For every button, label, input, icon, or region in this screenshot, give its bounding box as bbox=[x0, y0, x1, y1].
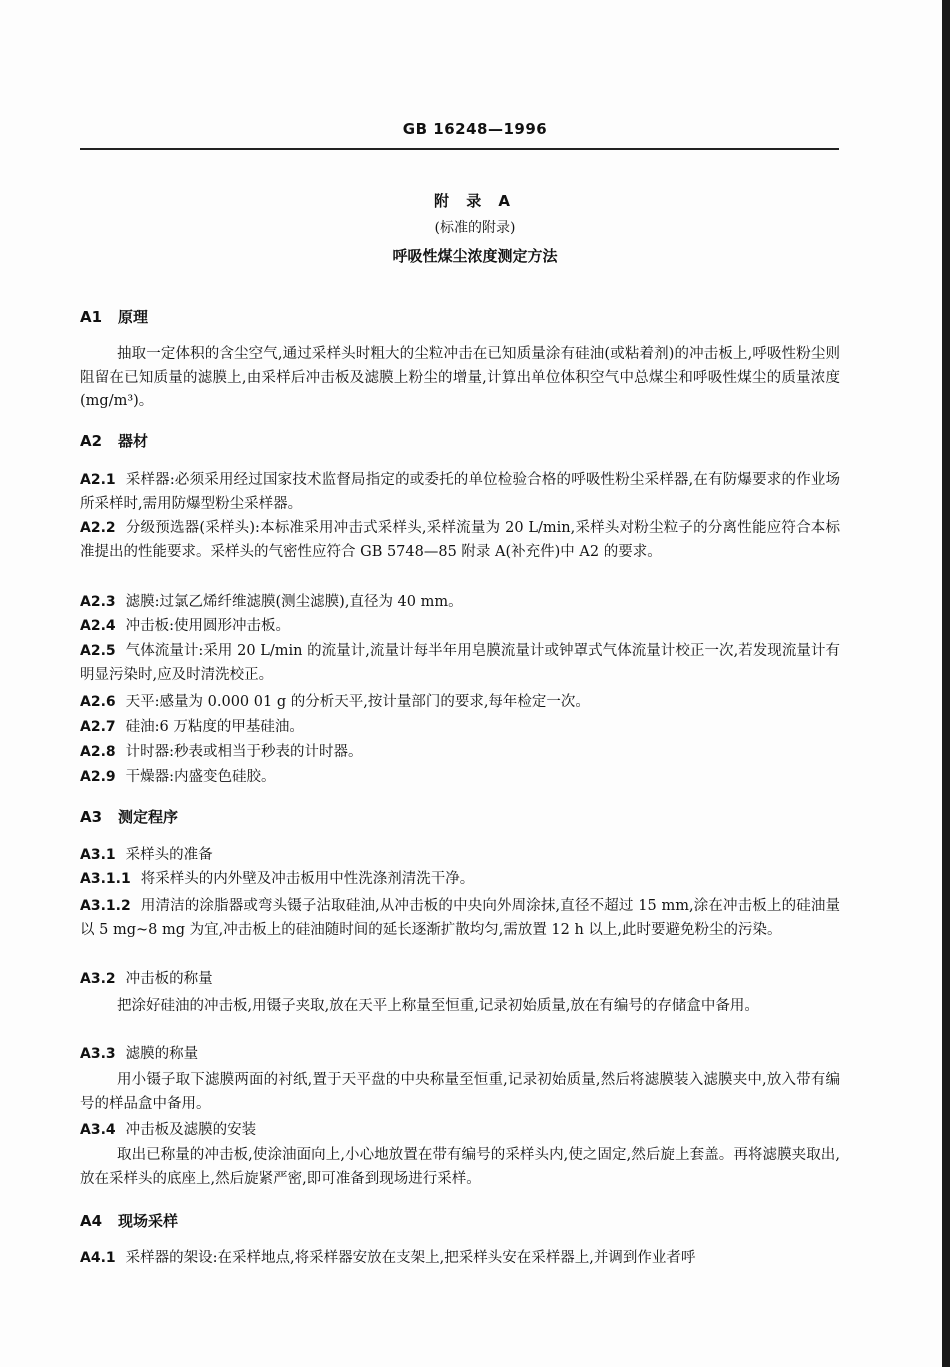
item-title: 冲击板及滤膜的安装 bbox=[125, 1122, 257, 1138]
item-a2-2 bbox=[80, 517, 840, 564]
standard-number: GB 16248—1996 bbox=[402, 120, 548, 138]
item-a2-3 bbox=[80, 591, 840, 615]
subsection-a3-3 bbox=[80, 1043, 840, 1067]
paragraph-a1: 抽取一定体积的含尘空气,通过采样头时粗大的尘粒冲击在已知质量涂有硅油(或粘着剂)的冲击板上,呼吸性粉尘则阻留在已知质量的滤膜上,由采样后冲击板及滤膜上粉尘的增量,计算出单位体积空气中总煤尘和呼吸性煤尘的质量浓度(mg/m³)。 bbox=[80, 346, 840, 409]
item-number: A2.1 bbox=[80, 472, 116, 488]
subsection-a3-2 bbox=[80, 968, 840, 992]
item-text: 干燥器:内盛变色硅胶。 bbox=[125, 769, 276, 785]
section-heading-a2 bbox=[80, 430, 148, 451]
item-number: A4.1 bbox=[80, 1250, 116, 1266]
item-number: A2.2 bbox=[80, 520, 116, 536]
item-a2-5 bbox=[80, 640, 840, 687]
paragraph-a3-2: 把涂好硅油的冲击板,用镊子夹取,放在天平上称量至恒重,记录初始质量,放在有编号的存储盒中备用。 bbox=[117, 998, 759, 1014]
item-text: 天平:感量为 0.000 01 g 的分析天平,按计量部门的要求,每年检定一次。 bbox=[125, 694, 590, 710]
item-title: 采样头的准备 bbox=[125, 847, 213, 863]
item-text: 气体流量计:采用 20 L/min 的流量计,流量计每半年用皂膜流量计或钟罩式气体流量计校正一次,若发现流量计有明显污染时,应及时清洗校正。 bbox=[80, 643, 840, 683]
item-a2-8 bbox=[80, 741, 840, 765]
item-number: A2.6 bbox=[80, 694, 116, 710]
paragraph-a3-4: 取出已称量的冲击板,使涂油面向上,小心地放置在带有编号的采样头内,使之固定,然后旋上套盖。再将滤膜夹取出,放在采样头的底座上,然后旋紧严密,即可准备到现场进行采样。 bbox=[80, 1147, 840, 1187]
item-text: 用清洁的涂脂器或弯头镊子沾取硅油,从冲击板的中央向外周涂抹,直径不超过 15 mm,涂在冲击板上的硅油量以 5 mg~8 mg 为宜,冲击板上的硅油随时间的延长逐渐扩散均匀,需放置 12 h 以上,此时要避免粉尘的污染。 bbox=[80, 898, 840, 938]
section-heading-a3 bbox=[80, 806, 178, 827]
item-text: 采样器的架设:在采样地点,将采样器安放在支架上,把采样头安在采样器上,并调到作业者呼 bbox=[125, 1250, 696, 1266]
item-number: A2.9 bbox=[80, 769, 116, 785]
header-rule bbox=[80, 148, 839, 150]
section-title: 原理 bbox=[118, 308, 149, 326]
item-a3-1-1 bbox=[80, 868, 840, 892]
section-title: 现场采样 bbox=[118, 1212, 179, 1230]
paragraph-a3-3: 用小镊子取下滤膜两面的衬纸,置于天平盘的中央称量至恒重,记录初始质量,然后将滤膜装入滤膜夹中,放入带有编号的样品盒中备用。 bbox=[80, 1072, 840, 1112]
item-number: A3.1 bbox=[80, 847, 116, 863]
item-text: 将采样头的内外壁及冲击板用中性洗涤剂清洗干净。 bbox=[140, 871, 475, 887]
item-number: A2.5 bbox=[80, 643, 116, 659]
item-title: 滤膜的称量 bbox=[125, 1046, 199, 1062]
annex-type: (标准的附录) bbox=[434, 220, 516, 236]
item-text: 采样器:必须采用经过国家技术监督局指定的或委托的单位检验合格的呼吸性粉尘采样器,在有防爆要求的作业场所采样时,需用防爆型粉尘采样器。 bbox=[80, 472, 840, 512]
item-a2-7 bbox=[80, 716, 840, 740]
subsection-a3-4 bbox=[80, 1119, 840, 1143]
item-title: 冲击板的称量 bbox=[125, 971, 213, 987]
item-number: A2.8 bbox=[80, 744, 116, 760]
item-text: 分级预选器(采样头):本标准采用冲击式采样头,采样流量为 20 L/min,采样头对粉尘粒子的分离性能应符合本标准提出的性能要求。采样头的气密性应符合 GB 5748—85 附录 A(补充件)中 A2 的要求。 bbox=[80, 520, 840, 560]
item-number: A3.1.2 bbox=[80, 898, 131, 914]
item-a2-6 bbox=[80, 691, 840, 715]
annex-title: 呼吸性煤尘浓度测定方法 bbox=[392, 247, 558, 265]
scan-border bbox=[942, 0, 950, 1367]
item-number: A3.3 bbox=[80, 1046, 116, 1062]
item-number: A3.1.1 bbox=[80, 871, 131, 887]
item-number: A2.3 bbox=[80, 594, 116, 610]
item-a2-9 bbox=[80, 766, 840, 790]
item-number: A3.4 bbox=[80, 1122, 116, 1138]
section-number: A4 bbox=[80, 1212, 103, 1230]
item-number: A3.2 bbox=[80, 971, 116, 987]
item-a2-4 bbox=[80, 615, 840, 639]
section-heading-a4 bbox=[80, 1210, 178, 1231]
item-text: 冲击板:使用圆形冲击板。 bbox=[125, 618, 291, 634]
annex-label: 附 录 A bbox=[433, 192, 517, 210]
subsection-a3-1 bbox=[80, 844, 840, 868]
section-heading-a1 bbox=[80, 306, 148, 327]
item-a2-1 bbox=[80, 469, 840, 516]
item-a3-1-2 bbox=[80, 895, 840, 942]
section-number: A3 bbox=[80, 808, 103, 826]
item-number: A2.7 bbox=[80, 719, 116, 735]
item-text: 硅油:6 万粘度的甲基硅油。 bbox=[125, 719, 304, 735]
item-number: A2.4 bbox=[80, 618, 116, 634]
section-number: A2 bbox=[80, 432, 103, 450]
section-title: 测定程序 bbox=[118, 808, 179, 826]
section-number: A1 bbox=[80, 308, 103, 326]
item-text: 计时器:秒表或相当于秒表的计时器。 bbox=[125, 744, 363, 760]
section-title: 器材 bbox=[118, 432, 149, 450]
item-text: 滤膜:过氯乙烯纤维滤膜(测尘滤膜),直径为 40 mm。 bbox=[125, 594, 463, 610]
item-a4-1 bbox=[80, 1247, 840, 1271]
